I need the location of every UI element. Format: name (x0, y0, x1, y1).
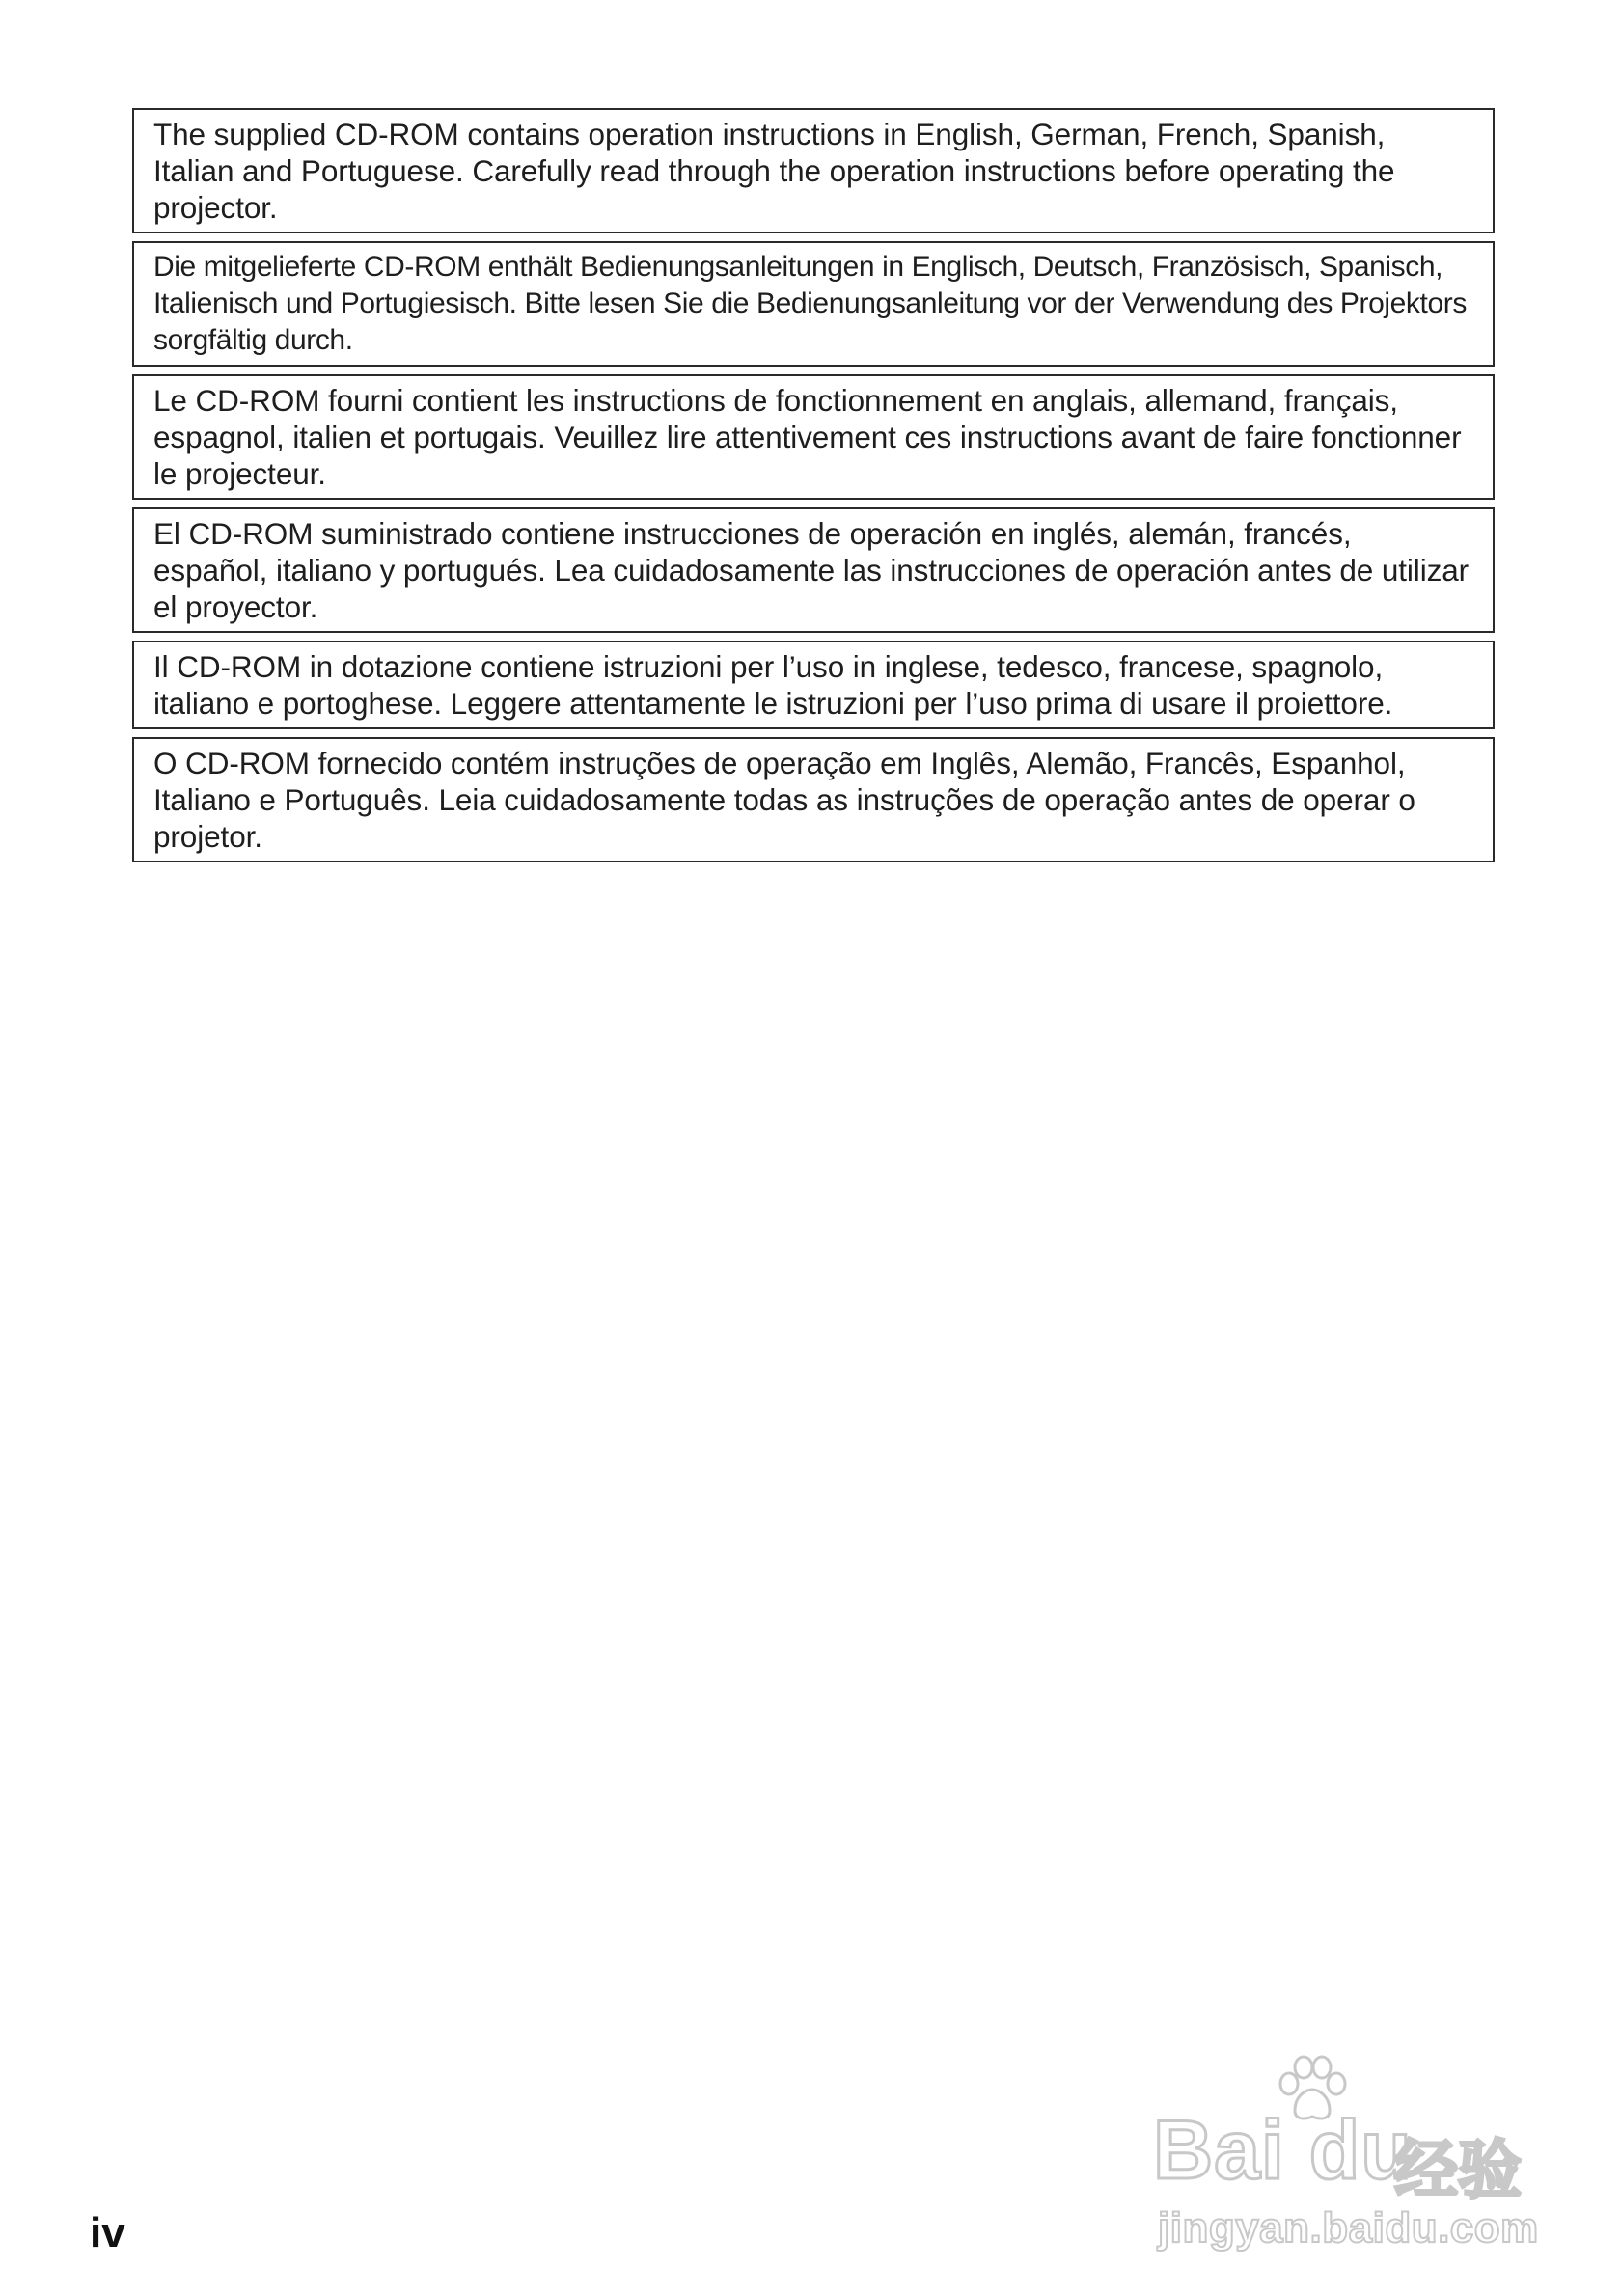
notice-italian: Il CD-ROM in dotazione contiene istruzioni per l’uso in inglese, tedesco, francese, spagnolo, italiano e portoghese. Leggere attentamente le istruzioni per l’uso prima di usare il proiettore. (132, 641, 1495, 729)
page-number: iv (90, 2209, 125, 2256)
notice-english: The supplied CD-ROM contains operation instructions in English, German, French, Spanish, Italian and Portuguese. Carefully read through the operation instructions before operating the projector. (132, 108, 1495, 233)
notice-french: Le CD-ROM fourni contient les instructions de fonctionnement en anglais, allemand, français, espagnol, italien et portugais. Veuillez lire attentivement ces instructions avant de faire fonctionner le projecteur. (132, 374, 1495, 500)
watermark-suffix: 经验 (1394, 2134, 1522, 2205)
notice-german: Die mitgelieferte CD-ROM enthält Bedienungsanleitungen in Englisch, Deutsch, Französisch, Spanisch, Italienisch und Portugiesisch. Bitte lesen Sie die Bedienungsanleitung vor der Verwendung des Projektors sorgfältig durch. (132, 241, 1495, 367)
notice-portuguese: O CD-ROM fornecido contém instruções de operação em Inglês, Alemão, Francês, Espanhol, Italiano e Português. Leia cuidadosamente todas as instruções de operação antes de operar o projetor. (132, 737, 1495, 862)
watermark-brand: Bai du (1153, 2104, 1413, 2197)
language-notice-stack (132, 108, 1495, 870)
baidu-jingyan-watermark (1153, 2055, 1558, 2257)
notice-spanish: El CD-ROM suministrado contiene instrucciones de operación en inglés, alemán, francés, español, italiano y portugués. Lea cuidadosamente las instrucciones de operación antes de utilizar el proyector. (132, 507, 1495, 633)
watermark-url: jingyan.baidu.com (1158, 2204, 1539, 2252)
